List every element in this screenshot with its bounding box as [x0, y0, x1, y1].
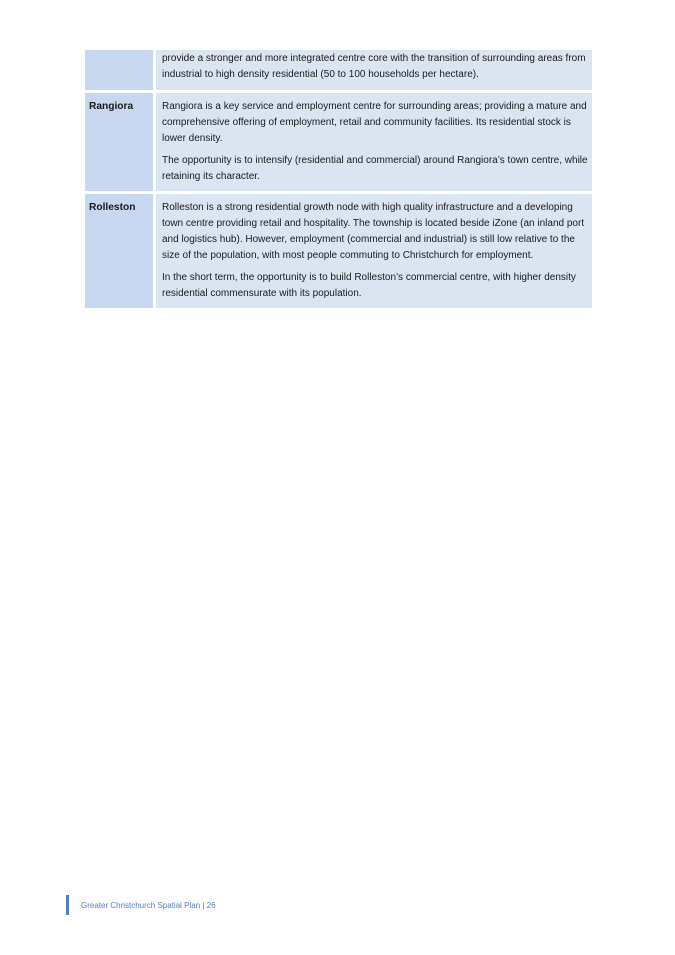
- paragraph: In the short term, the opportunity is to build Rolleston’s commercial centre, with higher density residential commensurate with its population.: [162, 272, 576, 299]
- paragraph: The opportunity is to intensify (residential and commercial) around Rangiora’s town centre, while retaining its character.: [162, 155, 588, 182]
- row-description: [156, 50, 592, 90]
- footer-accent-bar: [66, 895, 69, 915]
- paragraph: Rangiora is a key service and employment centre for surrounding areas; providing a mature and comprehensive offering of employment, retail and community facilities. Its residential stock is lower density.: [162, 101, 587, 144]
- row-label: Rolleston: [85, 194, 153, 308]
- footer-text: Greater Christchurch Spatial Plan | 26: [81, 900, 216, 910]
- centres-table: [85, 50, 592, 311]
- row-description: [156, 93, 592, 191]
- paragraph: provide a stronger and more integrated centre core with the transition of surrounding areas from industrial to high density residential (50 to 100 households per hectare).: [162, 53, 586, 80]
- table-row: [85, 194, 592, 308]
- paragraph: Rolleston is a strong residential growth node with high quality infrastructure and a developing town centre providing retail and hospitality. The township is located beside iZone (an inland port and logistics hub). However, employment (commercial and industrial) is still low relative to the size of the population, with most people commuting to Christchurch for employment.: [162, 202, 585, 261]
- row-label: [85, 50, 153, 90]
- page-footer: [66, 895, 216, 915]
- table-row: [85, 50, 592, 90]
- row-label: Rangiora: [85, 93, 153, 191]
- table-row: [85, 93, 592, 191]
- row-description: [156, 194, 592, 308]
